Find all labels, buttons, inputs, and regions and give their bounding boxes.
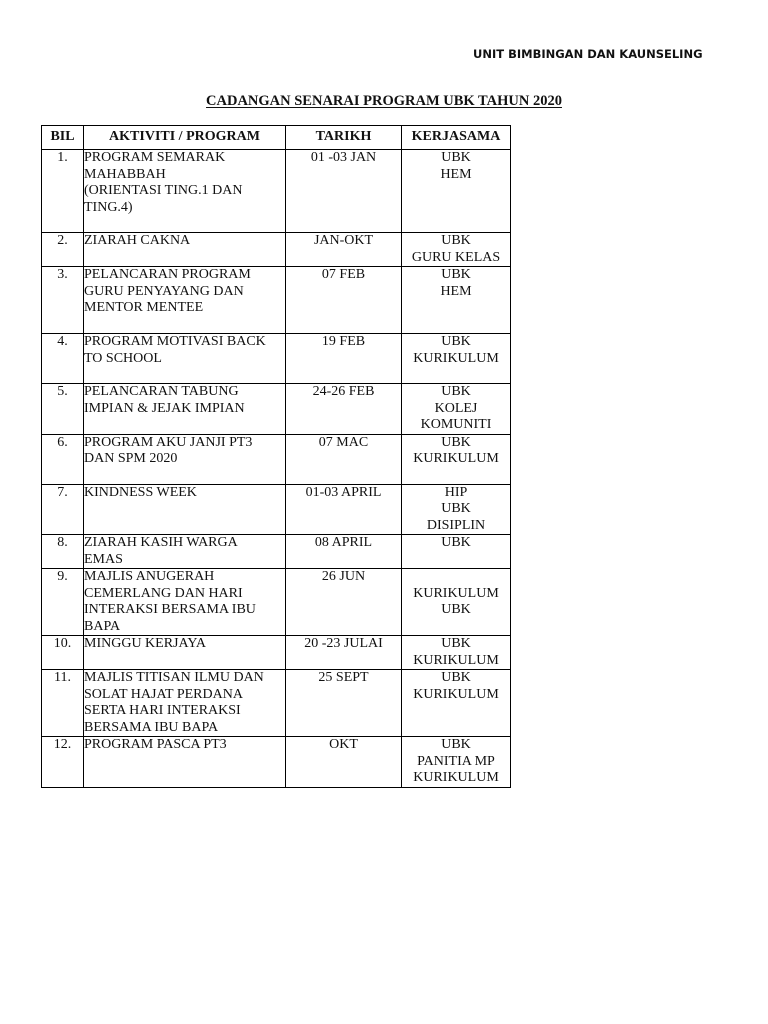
program-line: PROGRAM MOTIVASI BACK	[84, 334, 266, 349]
cell-bil: 5.	[42, 384, 84, 435]
cell-kerjasama	[402, 434, 511, 484]
cell-kerjasama	[402, 535, 511, 569]
cell-program	[84, 334, 286, 384]
cell-program	[84, 233, 286, 267]
cell-program	[84, 670, 286, 737]
program-line: PELANCARAN TABUNG	[84, 384, 239, 399]
cell-bil: 11.	[42, 670, 84, 737]
table-row	[42, 569, 511, 636]
table-row	[42, 737, 511, 788]
cell-tarikh: 26 JUN	[286, 569, 402, 636]
program-line: ZIARAH KASIH WARGA	[84, 535, 238, 550]
table-row	[42, 334, 511, 384]
table-body	[42, 150, 511, 788]
program-line: MAHABBAH	[84, 166, 166, 182]
cell-program	[84, 569, 286, 636]
cell-kerjasama	[402, 267, 511, 334]
cell-program	[84, 267, 286, 334]
cell-kerjasama	[402, 636, 511, 670]
cell-program	[84, 484, 286, 535]
column-header-program: AKTIVITI / PROGRAM	[84, 126, 286, 150]
cell-bil: 10.	[42, 636, 84, 670]
kerjasama-line: KURIKULUM	[413, 652, 499, 668]
program-line: BAPA	[84, 618, 121, 634]
cell-kerjasama	[402, 484, 511, 535]
table-row	[42, 233, 511, 267]
cell-bil: 4.	[42, 334, 84, 384]
kerjasama-line: DISIPLIN	[426, 517, 486, 533]
kerjasama-line: HEM	[440, 166, 472, 182]
kerjasama-line: UBK	[441, 737, 471, 752]
cell-bil: 8.	[42, 535, 84, 569]
cell-bil: 1.	[42, 150, 84, 233]
program-line: DAN SPM 2020	[84, 451, 178, 466]
table-row	[42, 484, 511, 535]
program-line: INTERAKSI BERSAMA IBU	[84, 602, 256, 617]
kerjasama-line: KURIKULUM	[413, 686, 499, 702]
cell-bil: 2.	[42, 233, 84, 267]
cell-bil: 6.	[42, 434, 84, 484]
program-line: PROGRAM SEMARAK	[84, 150, 226, 165]
kerjasama-line: UBK	[441, 535, 471, 550]
kerjasama-line: PANITIA MP	[417, 753, 495, 769]
program-line: ZIARAH CAKNA	[84, 233, 191, 248]
table-row	[42, 636, 511, 670]
kerjasama-line: HEM	[440, 283, 472, 299]
cell-program	[84, 535, 286, 569]
kerjasama-line: KURIKULUM	[413, 585, 499, 601]
program-line: MAJLIS TITISAN ILMU DAN	[84, 670, 264, 685]
table-row	[42, 434, 511, 484]
cell-tarikh: 01-03 APRIL	[286, 484, 402, 535]
kerjasama-line: KURIKULUM	[413, 451, 499, 466]
cell-kerjasama	[402, 670, 511, 737]
kerjasama-line: KOLEJ	[434, 400, 478, 416]
unit-header: UNIT BIMBINGAN DAN KAUNSELING	[473, 47, 703, 61]
document-title-text: CADANGAN SENARAI PROGRAM UBK TAHUN 2020	[206, 93, 562, 109]
table-header-row	[42, 126, 511, 150]
kerjasama-line: HIP	[444, 484, 468, 500]
document-title	[0, 93, 768, 110]
cell-program	[84, 384, 286, 435]
program-table	[41, 125, 511, 788]
cell-program	[84, 636, 286, 670]
table-row	[42, 670, 511, 737]
cell-tarikh: 24-26 FEB	[286, 384, 402, 435]
program-line: MINGGU KERJAYA	[84, 636, 206, 651]
cell-tarikh: 01 -03 JAN	[286, 150, 402, 233]
cell-kerjasama	[402, 569, 511, 636]
program-line: PELANCARAN PROGRAM	[84, 267, 251, 282]
cell-program	[84, 434, 286, 484]
program-line: TING.4)	[84, 199, 133, 215]
kerjasama-line: UBK	[441, 670, 471, 685]
kerjasama-line: KURIKULUM	[413, 770, 499, 785]
cell-program	[84, 737, 286, 788]
program-line: TO SCHOOL	[84, 350, 162, 366]
program-line: IMPIAN & JEJAK IMPIAN	[84, 400, 245, 416]
kerjasama-line: UBK	[441, 636, 471, 651]
cell-bil: 9.	[42, 569, 84, 636]
kerjasama-line: UBK	[441, 602, 471, 617]
program-line: SOLAT HAJAT PERDANA	[84, 686, 243, 702]
table-row	[42, 150, 511, 233]
program-line: EMAS	[84, 551, 123, 567]
cell-tarikh: 20 -23 JULAI	[286, 636, 402, 670]
kerjasama-line: GURU KELAS	[411, 249, 501, 265]
program-line: (ORIENTASI TING.1 DAN	[84, 183, 243, 198]
table-row	[42, 535, 511, 569]
cell-tarikh: JAN-OKT	[286, 233, 402, 267]
cell-kerjasama	[402, 384, 511, 435]
kerjasama-line: UBK	[441, 334, 471, 349]
program-line: GURU PENYAYANG DAN	[84, 283, 244, 299]
kerjasama-line: UBK	[441, 150, 471, 165]
column-header-kerjasama: KERJASAMA	[402, 126, 511, 150]
kerjasama-line: KOMUNITI	[420, 417, 492, 432]
cell-tarikh: 07 MAC	[286, 434, 402, 484]
cell-bil: 7.	[42, 484, 84, 535]
column-header-bil: BIL	[42, 126, 84, 150]
kerjasama-line: UBK	[441, 501, 471, 516]
program-line: CEMERLANG DAN HARI	[84, 585, 243, 601]
cell-kerjasama	[402, 150, 511, 233]
program-line: MAJLIS ANUGERAH	[84, 569, 215, 584]
cell-tarikh: 07 FEB	[286, 267, 402, 334]
cell-tarikh: 08 APRIL	[286, 535, 402, 569]
program-line: PROGRAM AKU JANJI PT3	[84, 434, 253, 450]
cell-kerjasama	[402, 737, 511, 788]
program-line: SERTA HARI INTERAKSI	[84, 703, 241, 718]
program-line: KINDNESS WEEK	[84, 484, 197, 500]
program-line: BERSAMA IBU BAPA	[84, 719, 219, 735]
cell-tarikh: 19 FEB	[286, 334, 402, 384]
cell-kerjasama	[402, 334, 511, 384]
kerjasama-line: UBK	[441, 384, 471, 399]
column-header-tarikh: TARIKH	[286, 126, 402, 150]
program-line: PROGRAM PASCA PT3	[84, 737, 227, 752]
cell-program	[84, 150, 286, 233]
kerjasama-line: UBK	[441, 267, 471, 282]
kerjasama-line: UBK	[441, 434, 471, 450]
program-line: MENTOR MENTEE	[84, 300, 204, 315]
kerjasama-line	[402, 569, 510, 586]
kerjasama-line: KURIKULUM	[413, 350, 499, 366]
cell-tarikh: OKT	[286, 737, 402, 788]
cell-bil: 3.	[42, 267, 84, 334]
cell-kerjasama	[402, 233, 511, 267]
table-row	[42, 384, 511, 435]
table-row	[42, 267, 511, 334]
kerjasama-line: UBK	[441, 233, 471, 248]
cell-bil: 12.	[42, 737, 84, 788]
cell-tarikh: 25 SEPT	[286, 670, 402, 737]
